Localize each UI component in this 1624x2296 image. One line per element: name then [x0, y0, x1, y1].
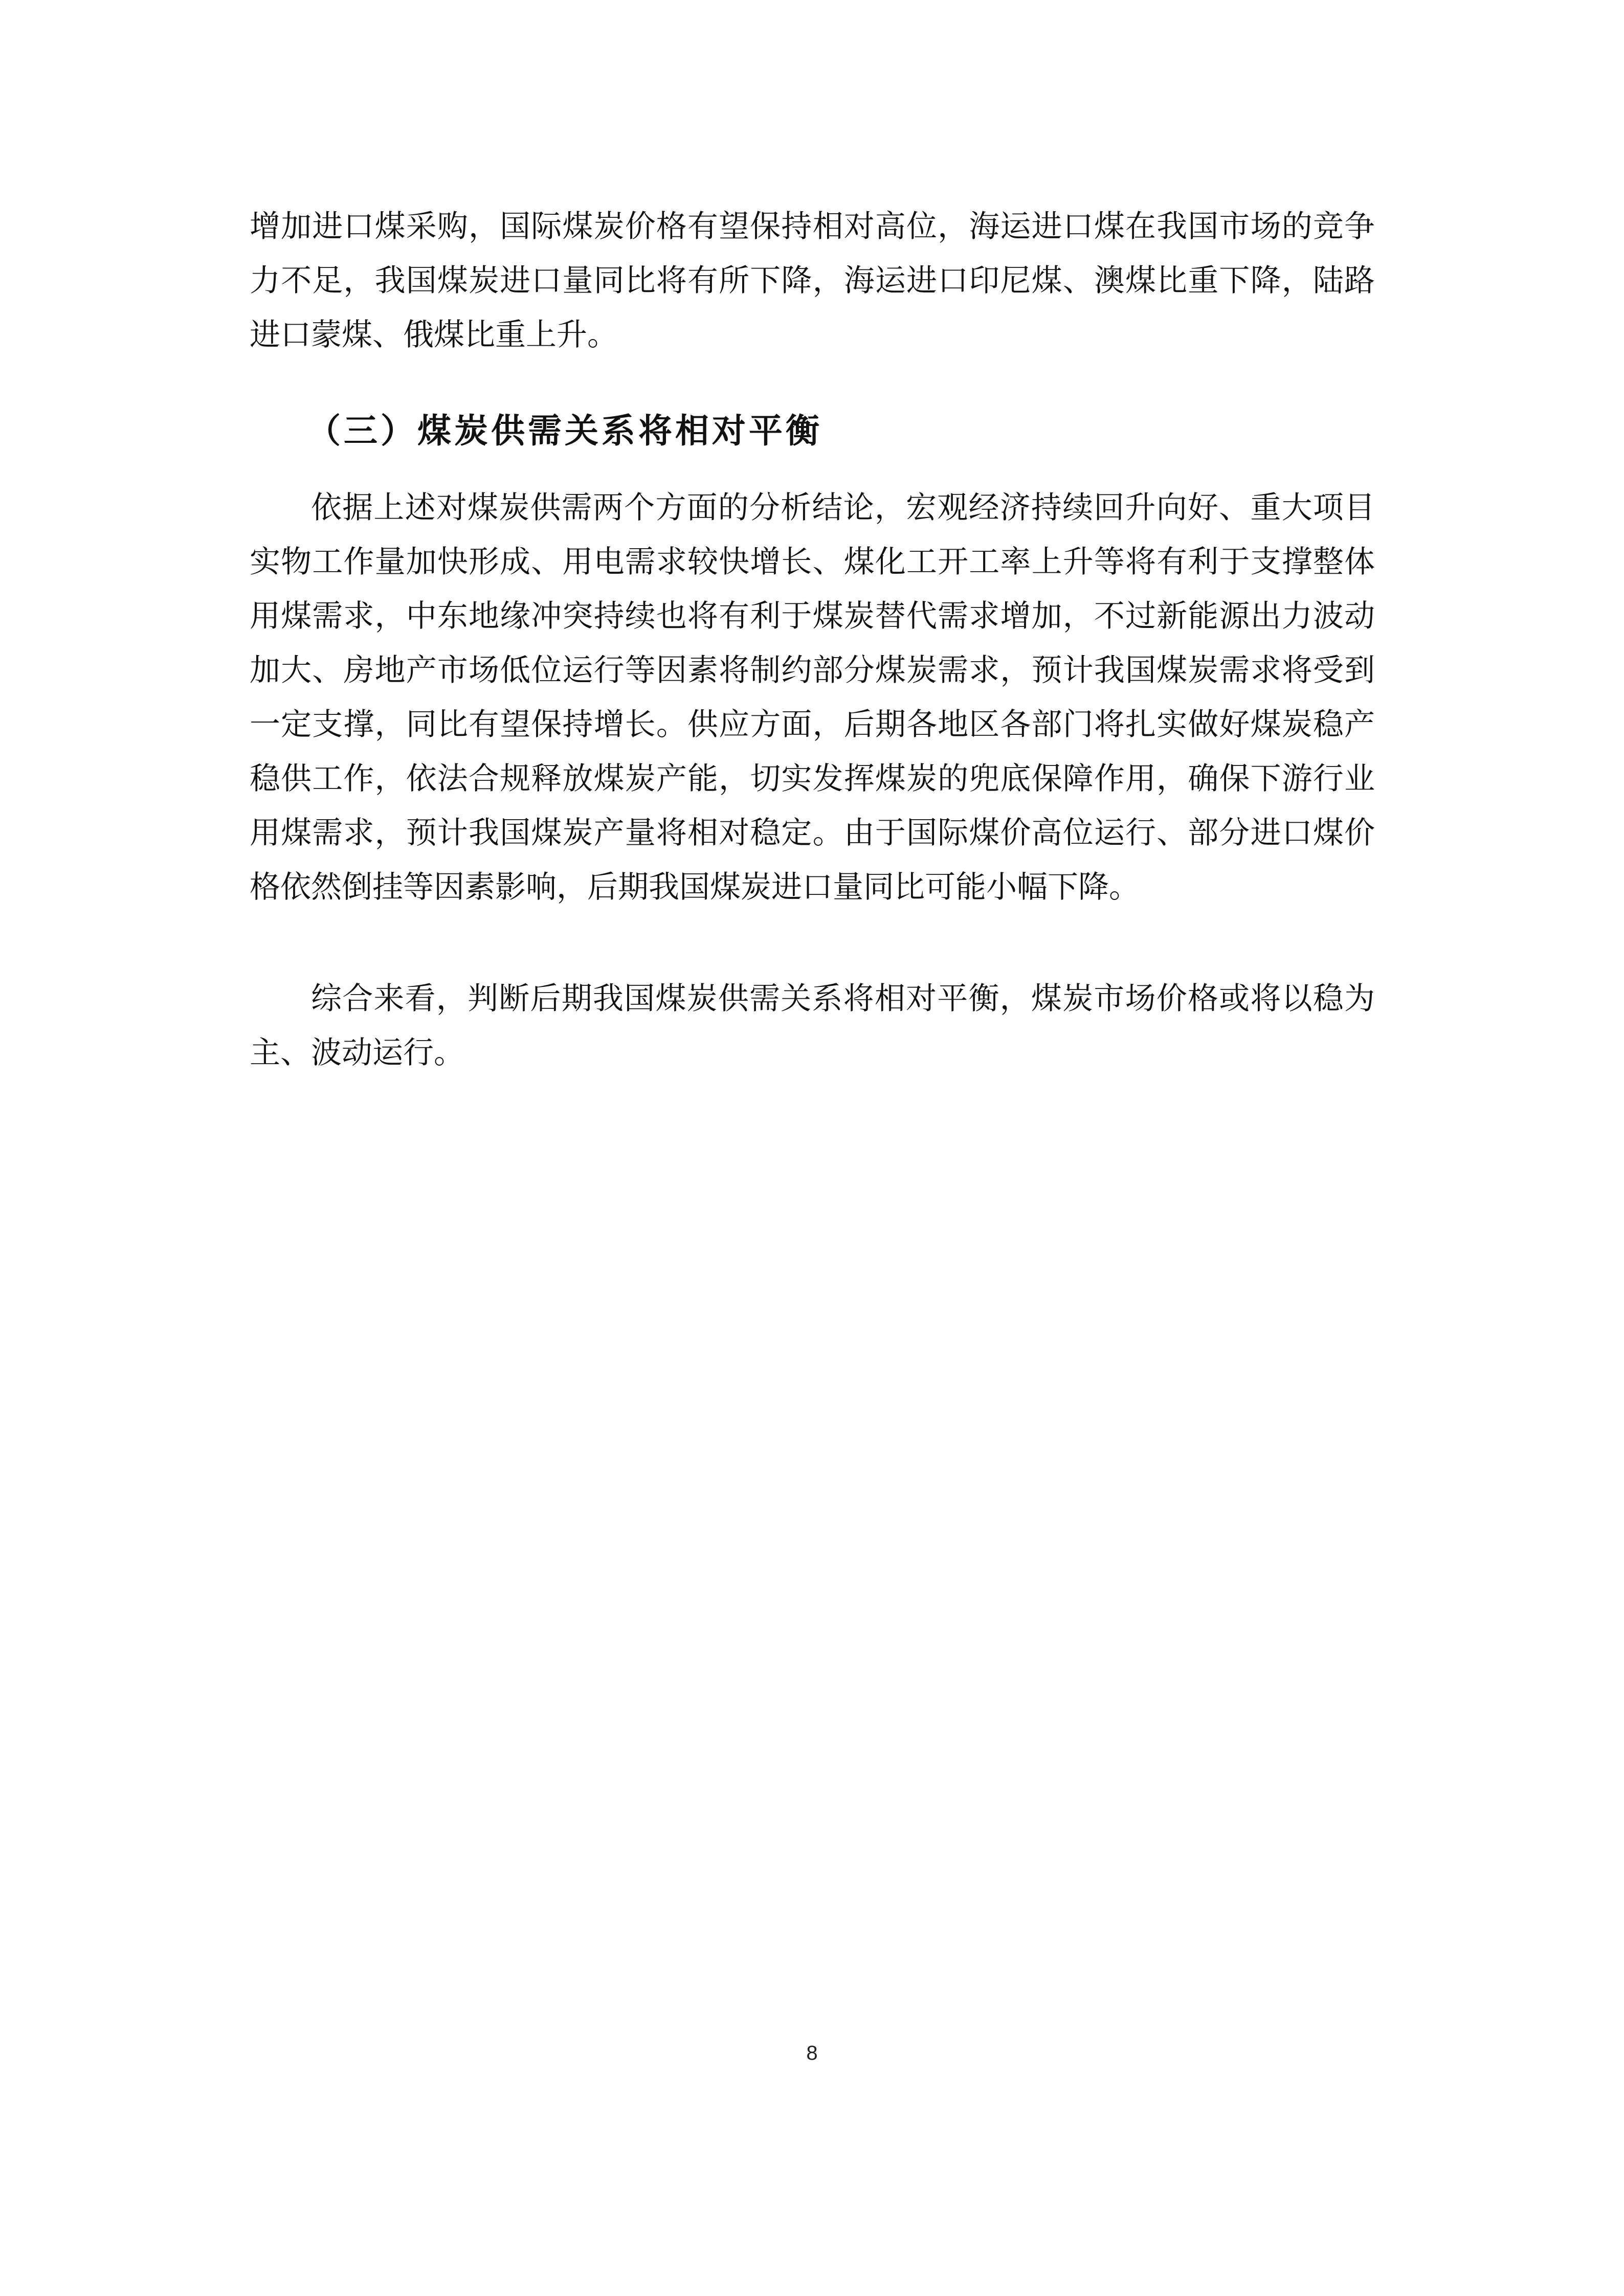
section-heading: （三）煤炭供需关系将相对平衡 [307, 411, 822, 451]
paragraph-conclusion: 综合来看，判断后期我国煤炭供需关系将相对平衡，煤炭市场价格或将以稳为主、波动运行。 [250, 981, 1375, 1071]
paragraph-import-outlook: 增加进口煤采购，国际煤炭价格有望保持相对高位，海运进口煤在我国市场的竞争力不足，我国煤炭进口量同比将有所下降，海运进口印尼煤、澳煤比重下降，陆路进口蒙煤、俄煤比重上升。 [250, 209, 1375, 353]
paragraph-supply-demand-analysis: 依据上述对煤炭供需两个方面的分析结论，宏观经济持续回升向好、重大项目实物工作量加快形成、用电需求较快增长、煤化工开工率上升等将有利于支撑整体用煤需求，中东地缘冲突持续也将有利于煤炭替代需求增加，不过新能源出力波动加大、房地产市场低位运行等因素将制约部分煤炭需求，预计我国煤炭需求将受到一定支撑，同比有望保持增长。供应方面，后期各地区各部门将扎实做好煤炭稳产稳供工作，依法合规释放煤炭产能，切实发挥煤炭的兜底保障作用，确保下游行业用煤需求，预计我国煤炭产量将相对稳定。由于国际煤价高位运行、部分进口煤价格依然倒挂等因素影响，后期我国煤炭进口量同比可能小幅下降。 [250, 490, 1375, 905]
page-number: 8 [806, 2042, 818, 2064]
